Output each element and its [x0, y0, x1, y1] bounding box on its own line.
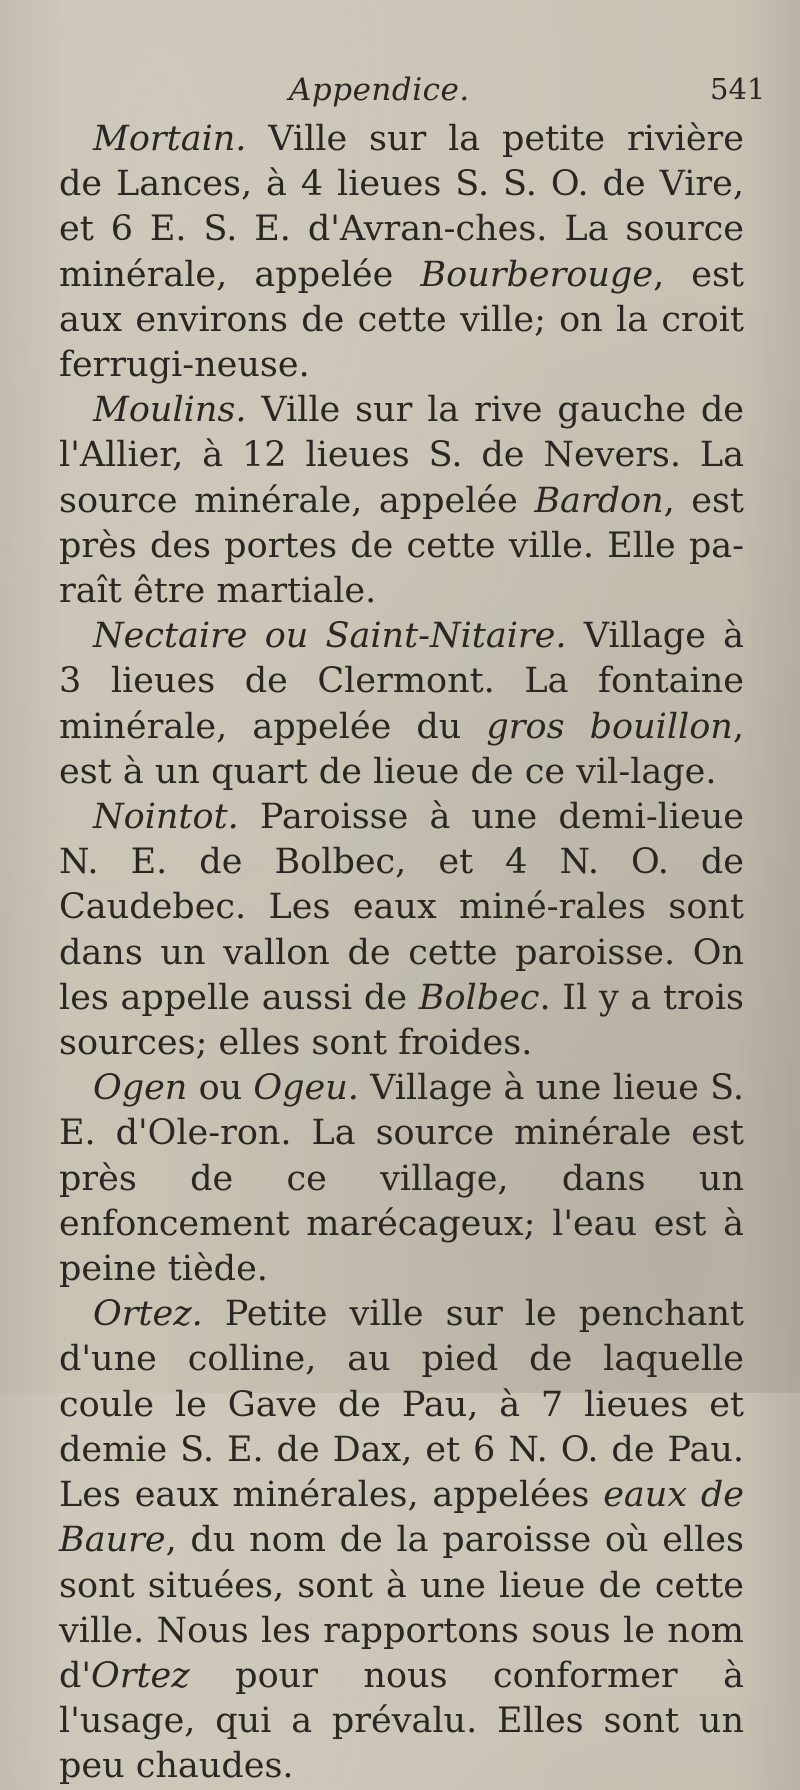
- entry-text: , est à un quart de lieue de ce vil-lage.: [59, 706, 744, 792]
- entry-ogen: [59, 1066, 744, 1292]
- entry-italic: eaux de Baure: [59, 1475, 744, 1561]
- entry-italic: Ortez: [91, 1655, 190, 1696]
- entry-text: , est aux environs de cette ville; on la croit ferrugi-neuse.: [59, 254, 744, 386]
- entry-text: Petite ville sur le penchant d'une colline, au pied de laquelle coule le Gave de Pau, à 7 lieues et demie S. E. de Dax, et 6 N. O. de Pau. Les eaux minérales, appelées: [59, 1294, 744, 1516]
- entry-italic: Bourberouge: [420, 254, 654, 295]
- entry-name: Moulins.: [93, 390, 247, 431]
- entry-italic: Bardon: [534, 480, 664, 521]
- entry-text: Village à 3 lieues de Clermont. La fontaine minérale, appelée du: [59, 616, 744, 747]
- entry-text: , est près des portes de cette ville. Elle pa-raît être martiale.: [59, 480, 744, 612]
- entry-text: Ville sur la petite rivière de Lances, à 4 lieues S. S. O. de Vire, et 6 E. S. E. d'Avran-ches. La source minérale, appelée: [59, 119, 744, 295]
- entry-moulins: [59, 388, 744, 614]
- entry-nointot: [59, 795, 744, 1066]
- entry-name: Ogen: [93, 1068, 188, 1109]
- running-head: Appendice.: [289, 72, 470, 108]
- page-header: [0, 72, 800, 116]
- entry-name: Ortez.: [93, 1294, 203, 1335]
- entry-name: Nointot.: [93, 797, 239, 838]
- page-number: 541: [710, 72, 766, 106]
- entry-text: pour nous conformer à l'usage, qui a prévalu. Elles sont un peu chaudes.: [59, 1655, 744, 1787]
- entry-text: ou: [187, 1068, 254, 1109]
- entry-text: , du nom de la paroisse où elles sont situées, sont à une lieue de cette ville. Nous les rapportons sous le nom d': [59, 1520, 744, 1696]
- entry-italic: gros bouillon: [486, 706, 733, 747]
- entry-ortez: [59, 1292, 744, 1789]
- entry-text: Ville sur la rive gauche de l'Allier, à 12 lieues S. de Nevers. La source minérale, appelée: [59, 390, 744, 521]
- entry-italic: Bolbec: [418, 977, 540, 1018]
- entry-italic: Ogeu.: [253, 1068, 359, 1109]
- entry-name: Mortain.: [93, 119, 247, 159]
- entry-text: Paroisse à une demi-lieue N. E. de Bolbec, et 4 N. O. de Caudebec. Les eaux miné-rales sont dans un vallon de cette paroisse. On les appelle aussi de: [59, 797, 744, 1018]
- entry-text: . Il y a trois sources; elles sont froides.: [59, 977, 744, 1064]
- entry-mortain: [59, 117, 744, 388]
- entry-name: Nectaire ou Saint-Nitaire.: [93, 616, 567, 657]
- entry-nectaire: [59, 614, 744, 795]
- entry-text: Village à une lieue S. E. d'Ole-ron. La source minérale est près de ce village, dans un enfoncement marécageux; l'eau est à peine tiède.: [59, 1068, 744, 1290]
- body-text: [59, 117, 744, 1790]
